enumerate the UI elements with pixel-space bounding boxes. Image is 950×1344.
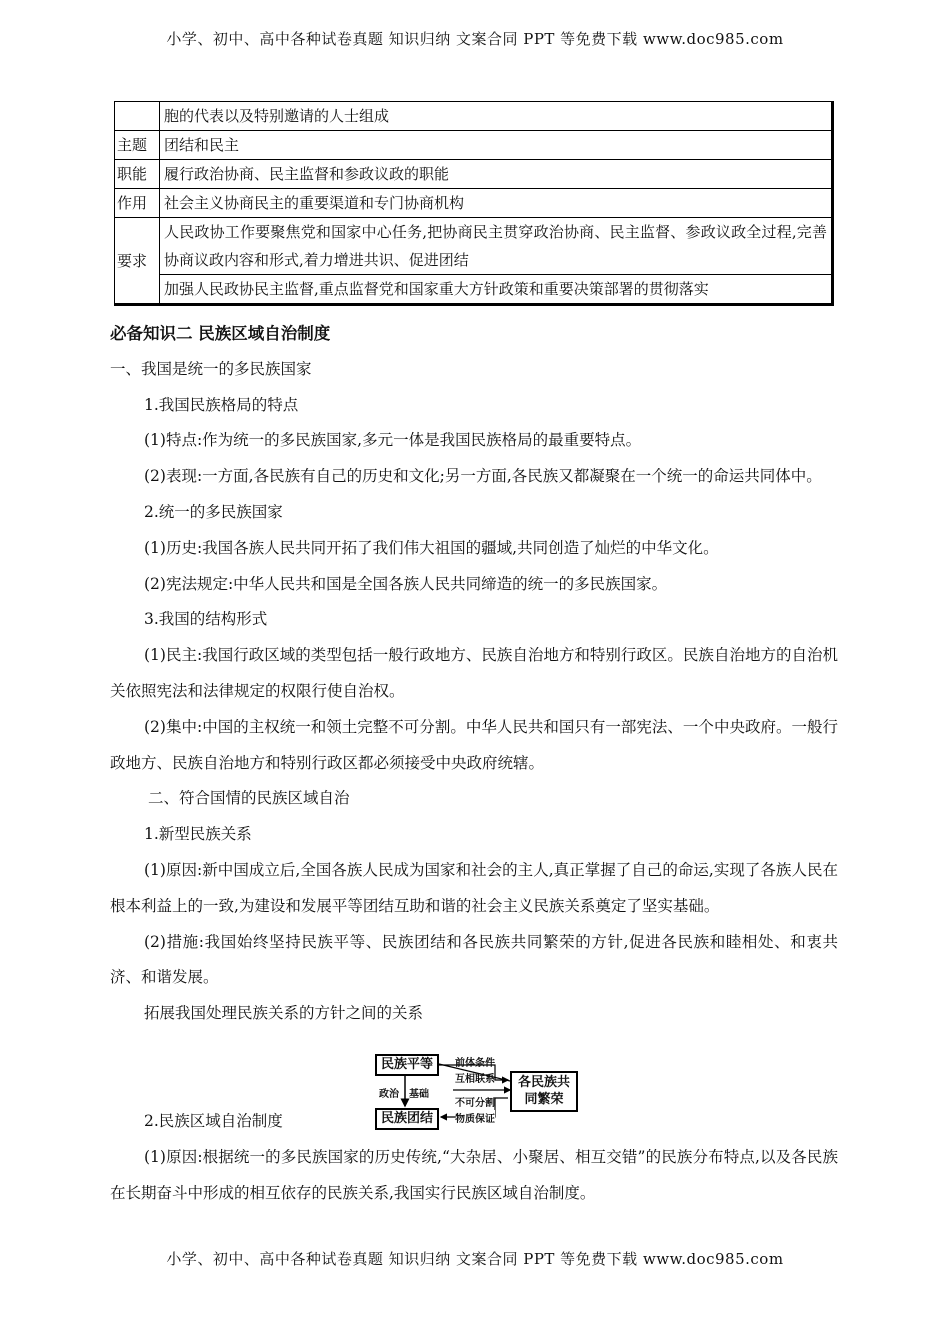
subheading: 3.我国的结构形式 bbox=[144, 610, 268, 629]
prosperity-box bbox=[510, 1071, 578, 1112]
basis-label: 基础 bbox=[409, 1089, 429, 1100]
material-label: 物质保证 bbox=[455, 1110, 495, 1125]
subheading: 1.新型民族关系 bbox=[144, 825, 252, 844]
row-text: 团结和民主 bbox=[160, 131, 833, 160]
unity-box: 民族团结 bbox=[375, 1108, 439, 1130]
table-row bbox=[115, 218, 833, 275]
paragraph: (1)历史:我国各族人民共同开拓了我们伟大祖国的疆域,共同创造了灿烂的中华文化。 bbox=[144, 538, 719, 557]
table-row bbox=[115, 102, 833, 131]
prosperity-line2: 同繁荣 bbox=[524, 1092, 564, 1107]
paragraph: (1)原因:新中国成立后,全国各族人民成为国家和社会的主人,真正掌握了自己的命运,实现了各族人民在根本利益上的一致,为建设和发展平等团结互助和谐的社会主义民族关系奠定了坚实基础。 bbox=[110, 860, 838, 915]
paragraph: (1)原因:根据统一的多民族国家的历史传统,“大杂居、小聚居、相互交错”的民族分布特点,以及各民族在长期奋斗中形成的相互依存的民族关系,我国实行民族区域自治制度。 bbox=[110, 1147, 838, 1202]
table-row bbox=[115, 275, 833, 305]
row-text: 社会主义协商民主的重要渠道和专门协商机构 bbox=[160, 189, 833, 218]
paragraph: (2)措施:我国始终坚持民族平等、民族团结和各民族共同繁荣的方针,促进各民族和睦相处、和衷共济、和谐发展。 bbox=[110, 932, 838, 987]
row-text: 人民政协工作要聚焦党和国家中心任务,把协商民主贯穿政治协商、民主监督、参政议政全过程,完善协商议政内容和形式,着力增进共识、促进团结 bbox=[160, 218, 833, 275]
politics-label: 政治 bbox=[379, 1089, 399, 1100]
row-text: 胞的代表以及特别邀请的人士组成 bbox=[160, 102, 833, 131]
row-text: 履行政治协商、民主监督和参政议政的职能 bbox=[160, 160, 833, 189]
footer-banner: 小学、初中、高中各种试卷真题 知识归纳 文案合同 PPT 等免费下载 www.doc985.com bbox=[166, 1250, 784, 1268]
heading-2: 二、符合国情的民族区域自治 bbox=[148, 789, 350, 808]
paragraph: (1)特点:作为统一的多民族国家,多元一体是我国民族格局的最重要特点。 bbox=[144, 431, 642, 450]
paragraph: (2)宪法规定:中华人民共和国是全国各族人民共同缔造的统一的多民族国家。 bbox=[144, 574, 668, 593]
paragraph: (2)集中:中国的主权统一和领土完整不可分割。中华人民共和国只有一部宪法、一个中央政府。一般行政地方、民族自治地方和特别行政区都必须接受中央政府统辖。 bbox=[110, 717, 838, 772]
premise-label: 前体条件 bbox=[455, 1058, 495, 1069]
extension-label: 拓展我国处理民族关系的方针之间的关系 bbox=[144, 1004, 424, 1023]
equality-box: 民族平等 bbox=[375, 1054, 439, 1076]
prosperity-line1: 各民族共 bbox=[517, 1075, 570, 1090]
table-row bbox=[115, 131, 833, 160]
row-label: 作用 bbox=[115, 189, 160, 218]
row-text: 加强人民政协民主监督,重点监督党和国家重大方针政策和重要决策部署的贯彻落实 bbox=[160, 275, 833, 305]
paragraph: (2)表现:一方面,各民族有自己的历史和文化;另一方面,各民族又都凝聚在一个统一的命运共同体中。 bbox=[144, 467, 822, 486]
cppcc-table bbox=[114, 101, 834, 306]
table-row bbox=[115, 189, 833, 218]
paragraph: (1)民主:我国行政区域的类型包括一般行政地方、民族自治地方和特别行政区。民族自治地方的自治机关依照宪法和法律规定的权限行使自治权。 bbox=[110, 646, 838, 700]
subheading: 2.民族区域自治制度 bbox=[144, 1111, 283, 1130]
row-label: 职能 bbox=[115, 160, 160, 189]
header-banner: 小学、初中、高中各种试卷真题 知识归纳 文案合同 PPT 等免费下载 www.doc985.com bbox=[166, 30, 784, 48]
table-row bbox=[115, 160, 833, 189]
subheading: 1.我国民族格局的特点 bbox=[144, 395, 299, 414]
heading-1: 一、我国是统一的多民族国家 bbox=[110, 359, 312, 378]
inseparable-label: 不可分割 bbox=[455, 1098, 495, 1109]
section-title: 必备知识二 民族区域自治制度 bbox=[110, 324, 331, 343]
mutual-label: 互相联系 bbox=[455, 1074, 495, 1085]
row-label bbox=[115, 102, 160, 131]
ethnic-relations-diagram bbox=[375, 1054, 585, 1128]
subheading: 2.统一的多民族国家 bbox=[144, 502, 283, 521]
row-label: 要求 bbox=[115, 218, 160, 305]
row-label: 主题 bbox=[115, 131, 160, 160]
